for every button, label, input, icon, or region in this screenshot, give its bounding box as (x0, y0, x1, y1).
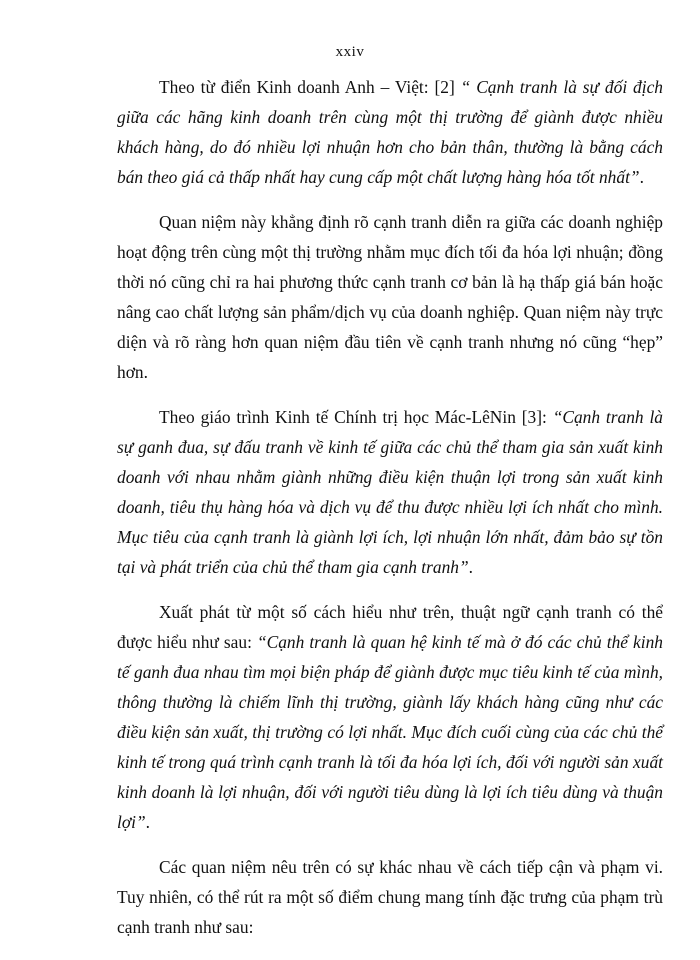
paragraph-business-dictionary-definition (117, 72, 663, 192)
citation-lead: Xuất phát từ một số cách hiểu như trên, thuật ngữ cạnh tranh có thể được hiểu như sau: (117, 602, 663, 652)
sentence-end: . (468, 557, 474, 577)
paragraph-conclusion: Các quan niệm nêu trên có sự khác nhau về cách tiếp cận và phạm vi. Tuy nhiên, có thể rút ra một số điểm chung mang tính đặc trưng của phạm trù cạnh tranh như sau: (117, 857, 663, 937)
citation-lead: Theo giáo trình Kinh tế Chính trị học Mác-LêNin [3]: (159, 407, 553, 427)
quoted-definition: “Cạnh tranh là sự ganh đua, sự đấu tranh về kinh tế giữa các chủ thể tham gia sản xuất kinh doanh với nhau nhằm giành những điều kiện thuận lợi trong sản xuất kinh doanh, tiêu thụ hàng hóa và dịch vụ để thu được nhiều lợi ích nhất cho mình. Mục tiêu của cạnh tranh là giành lợi ích, lợi nhuận lớn nhất, đảm bảo sự tồn tại và phát triển của chủ thể tham gia cạnh tranh” (117, 407, 663, 577)
quoted-definition: “Cạnh tranh là quan hệ kinh tế mà ở đó các chủ thể kinh tế ganh đua nhau tìm mọi biện pháp để giành được mục tiêu kinh tế của mình, thông thường là chiếm lĩnh thị trường, giành lấy khách hàng cũng như các điều kiện sản xuất, thị trường có lợi nhất. Mục đích cuối cùng của các chủ thể kinh tế trong quá trình cạnh tranh là tối đa hóa lợi ích, đối với người sản xuất kinh doanh là lợi nhuận, đối với người tiêu dùng là lợi ích tiêu dùng và thuận lợi” (117, 632, 663, 832)
paragraph-synthesized-definition (117, 597, 663, 837)
paragraph-political-economy-definition (117, 402, 663, 582)
paragraph-commentary: Quan niệm này khẳng định rõ cạnh tranh diễn ra giữa các doanh nghiệp hoạt động trên cùng một thị trường nhằm mục đích tối đa hóa lợi nhuận; đồng thời nó cũng chỉ ra hai phương thức cạnh tranh cơ bản là hạ thấp giá bán hoặc nâng cao chất lượng sản phẩm/dịch vụ của doanh nghiệp. Quan niệm này trực diện và rõ ràng hơn quan niệm đầu tiên về cạnh tranh nhưng nó cũng “hẹp” hơn. (117, 212, 663, 382)
page-number: xxiv (335, 44, 365, 60)
sentence-end: . (145, 812, 150, 832)
sentence-end: . (639, 167, 644, 187)
citation-lead: Theo từ điển Kinh doanh Anh – Việt: [2] (159, 77, 461, 97)
body-text (117, 72, 663, 957)
quoted-definition: “ Cạnh tranh là sự đối địch giữa các hãng kinh doanh trên cùng một thị trường để giành được nhiều khách hàng, do đó nhiều lợi nhuận hơn cho bản thân, thường là bằng cách bán theo giá cả thấp nhất hay cung cấp một chất lượng hàng hóa tốt nhất” (117, 77, 663, 187)
